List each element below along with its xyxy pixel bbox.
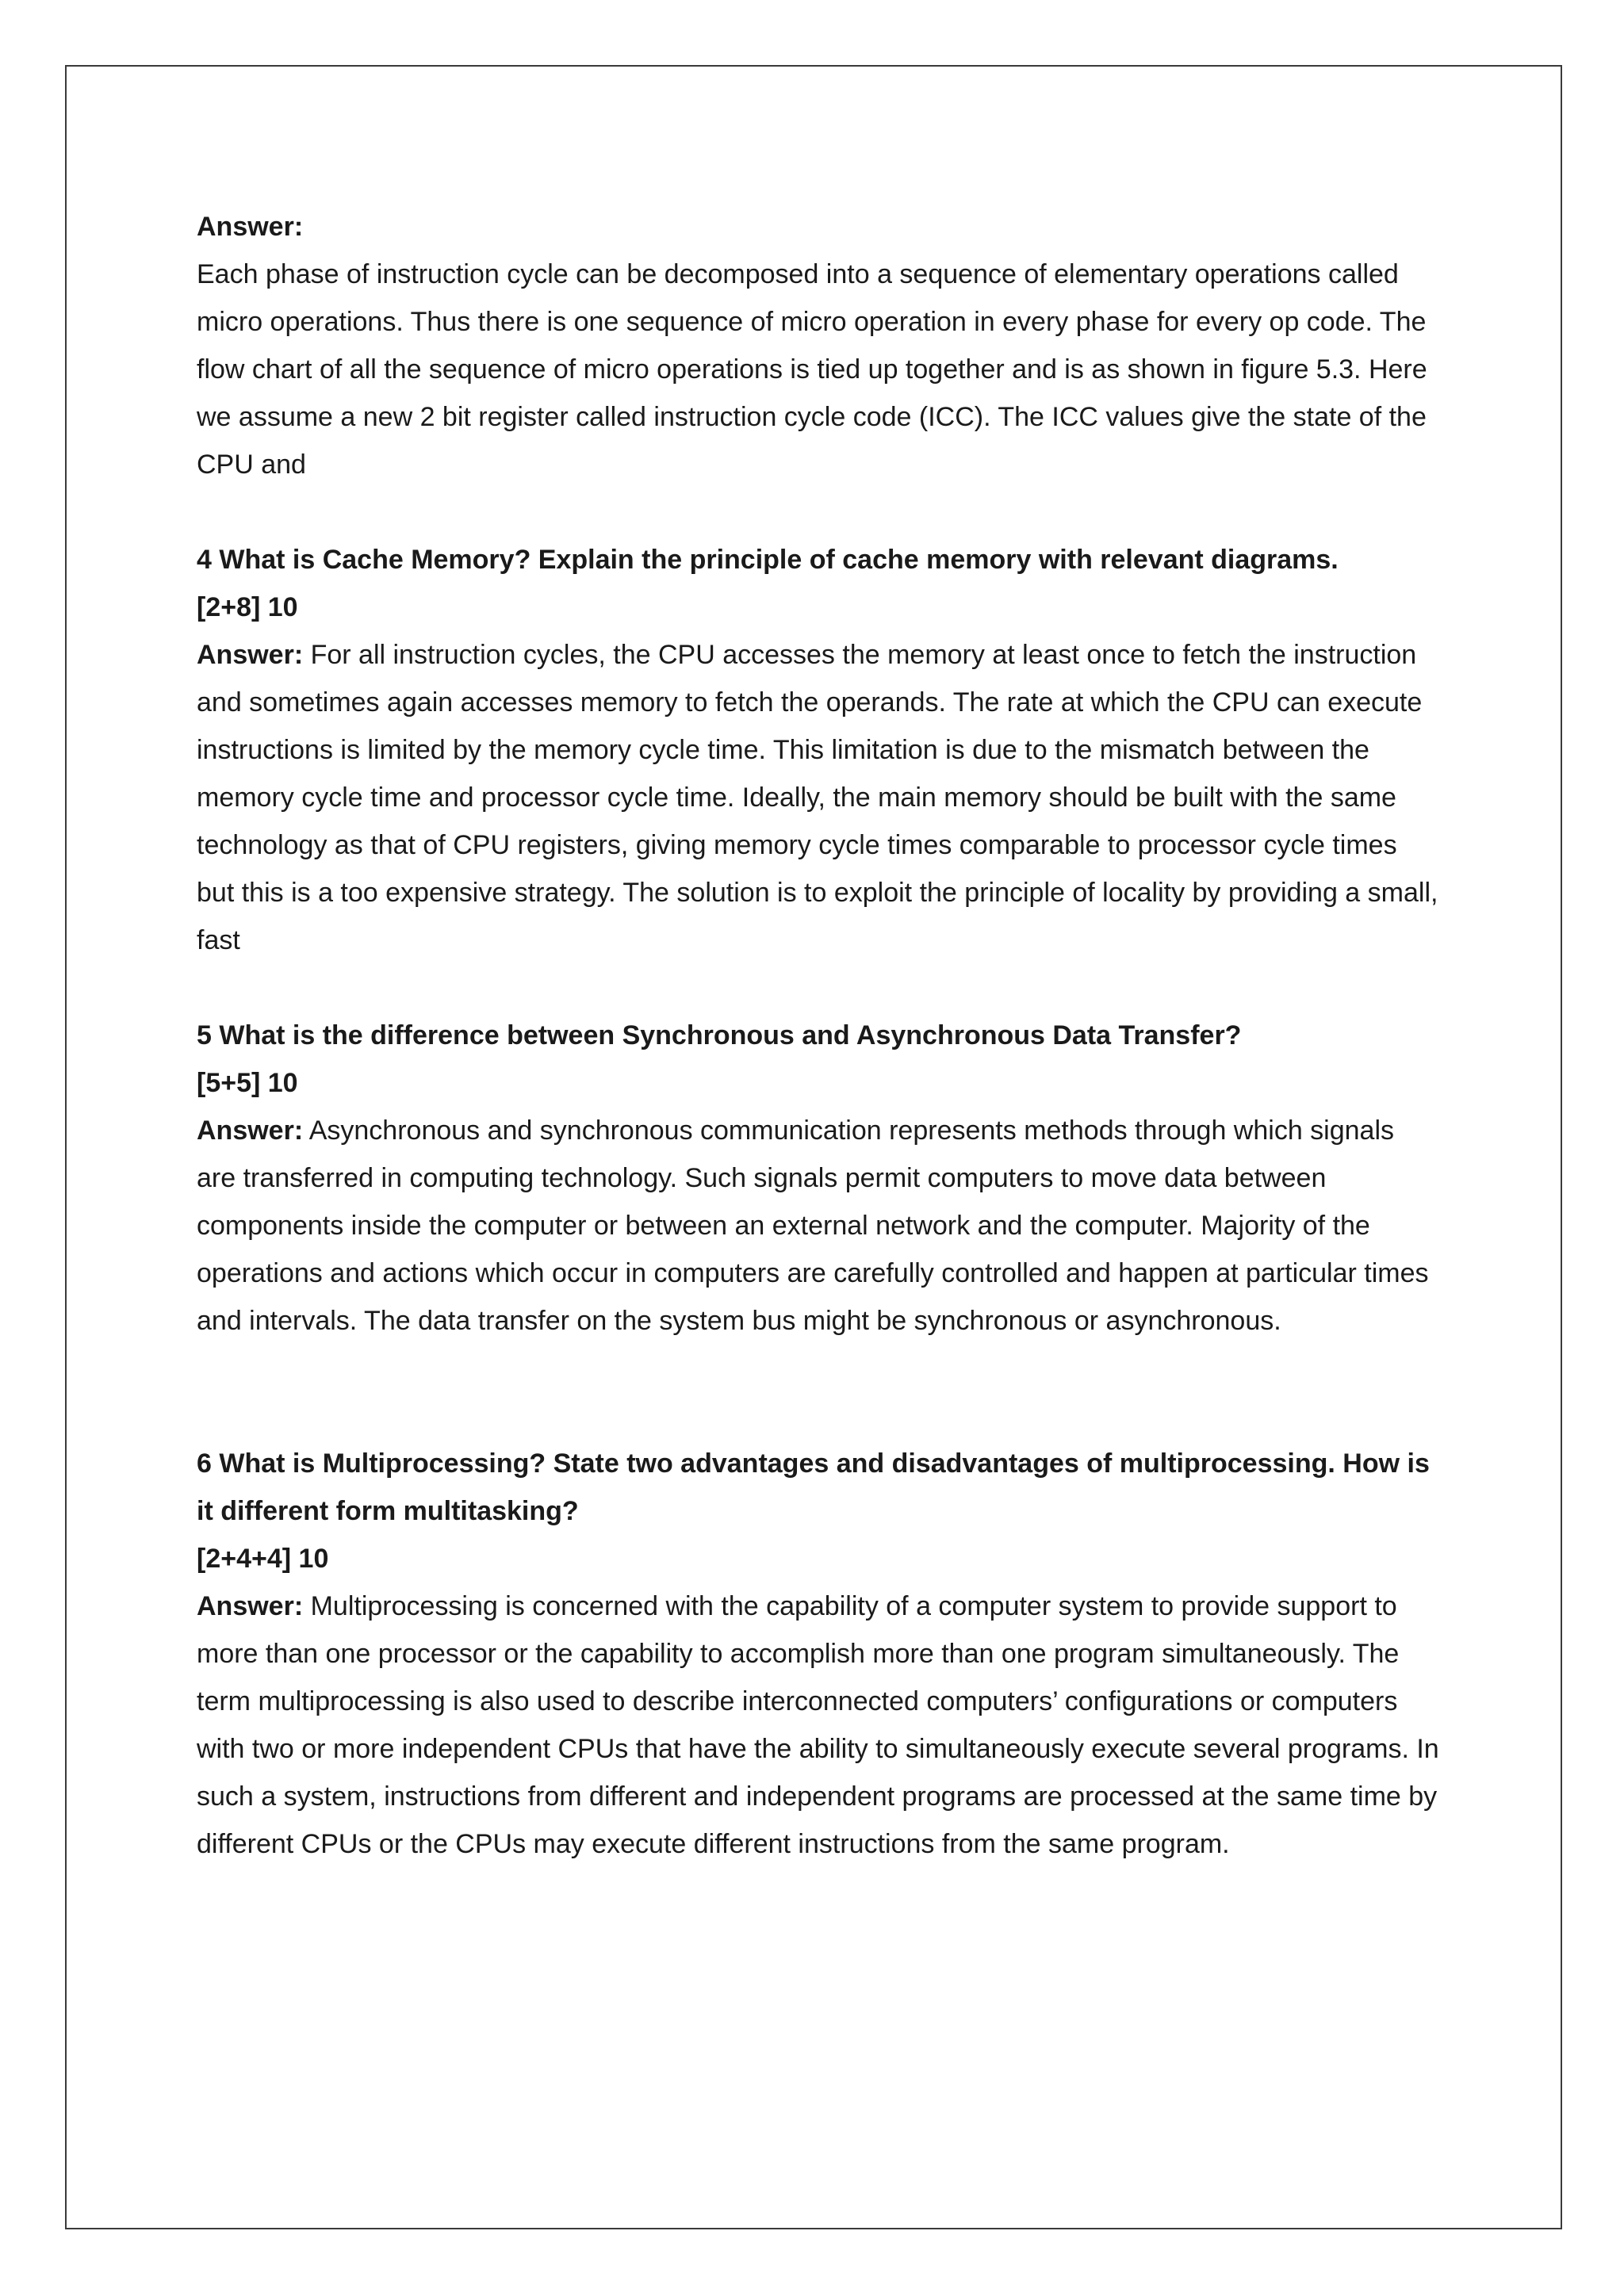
answer-label: Answer:: [197, 1115, 304, 1146]
spacer: [197, 488, 1440, 536]
question-6-section: [197, 1440, 1440, 1868]
question-5-marks: [5+5] 10: [197, 1068, 298, 1098]
question-4-marks: [2+8] 10: [197, 592, 298, 622]
question-5-title: 5 What is the difference between Synchronous and Asynchronous Data Transfer?: [197, 1020, 1242, 1050]
question-5-section: [197, 1012, 1440, 1345]
question-6-marks: [2+4+4] 10: [197, 1544, 329, 1574]
intro-answer-text: Each phase of instruction cycle can be decomposed into a sequence of elementary operations called micro operations. Thus there is one sequence of micro operation in every phase for every op code. The flow chart of all the sequence of micro operations is tied up together and is as shown in figure 5.3. Here we assume a new 2 bit register called instruction cycle code (ICC). The ICC values give the state of the CPU and: [197, 259, 1427, 480]
question-4-answer: [197, 631, 1440, 964]
intro-answer-label: Answer:: [197, 212, 304, 242]
answer-text: Asynchronous and synchronous communication represents methods through which signals are transferred in computing technology. Such signals permit computers to move data between components inside the computer or between an external network and the computer. Majority of the operations and actions which occur in computers are carefully controlled and happen at particular times and intervals. The data transfer on the system bus might be synchronous or asynchronous.: [197, 1115, 1429, 1336]
answer-label: Answer:: [197, 1591, 304, 1621]
answer-label: Answer:: [197, 640, 304, 670]
question-6-title: 6 What is Multiprocessing? State two advantages and disadvantages of multiprocessing. How is it different form multitasking?: [197, 1448, 1430, 1526]
spacer: [197, 1345, 1440, 1440]
answer-text: For all instruction cycles, the CPU accesses the memory at least once to fetch the instruction and sometimes again accesses memory to fetch the operands. The rate at which the CPU can execute instructions is limited by the memory cycle time. This limitation is due to the mismatch between the memory cycle time and processor cycle time. Ideally, the main memory should be built with the same technology as that of CPU registers, giving memory cycle times comparable to processor cycle times but this is a too expensive strategy. The solution is to exploit the principle of locality by providing a small, fast: [197, 640, 1438, 955]
document-body: [197, 203, 1440, 1868]
question-5-answer: [197, 1107, 1440, 1345]
question-4-section: [197, 536, 1440, 964]
intro-answer-section: [197, 203, 1440, 488]
spacer: [197, 964, 1440, 1012]
question-6-answer: [197, 1582, 1440, 1868]
answer-text: Multiprocessing is concerned with the capability of a computer system to provide support to more than one processor or the capability to accomplish more than one program simultaneously. The term multiprocessing is also used to describe interconnected computers’ configurations or computers with two or more independent CPUs that have the ability to simultaneously execute several programs. In such a system, instructions from different and independent programs are processed at the same time by different CPUs or the CPUs may execute different instructions from the same program.: [197, 1591, 1439, 1859]
question-4-title: 4 What is Cache Memory? Explain the principle of cache memory with relevant diagrams.: [197, 545, 1339, 575]
